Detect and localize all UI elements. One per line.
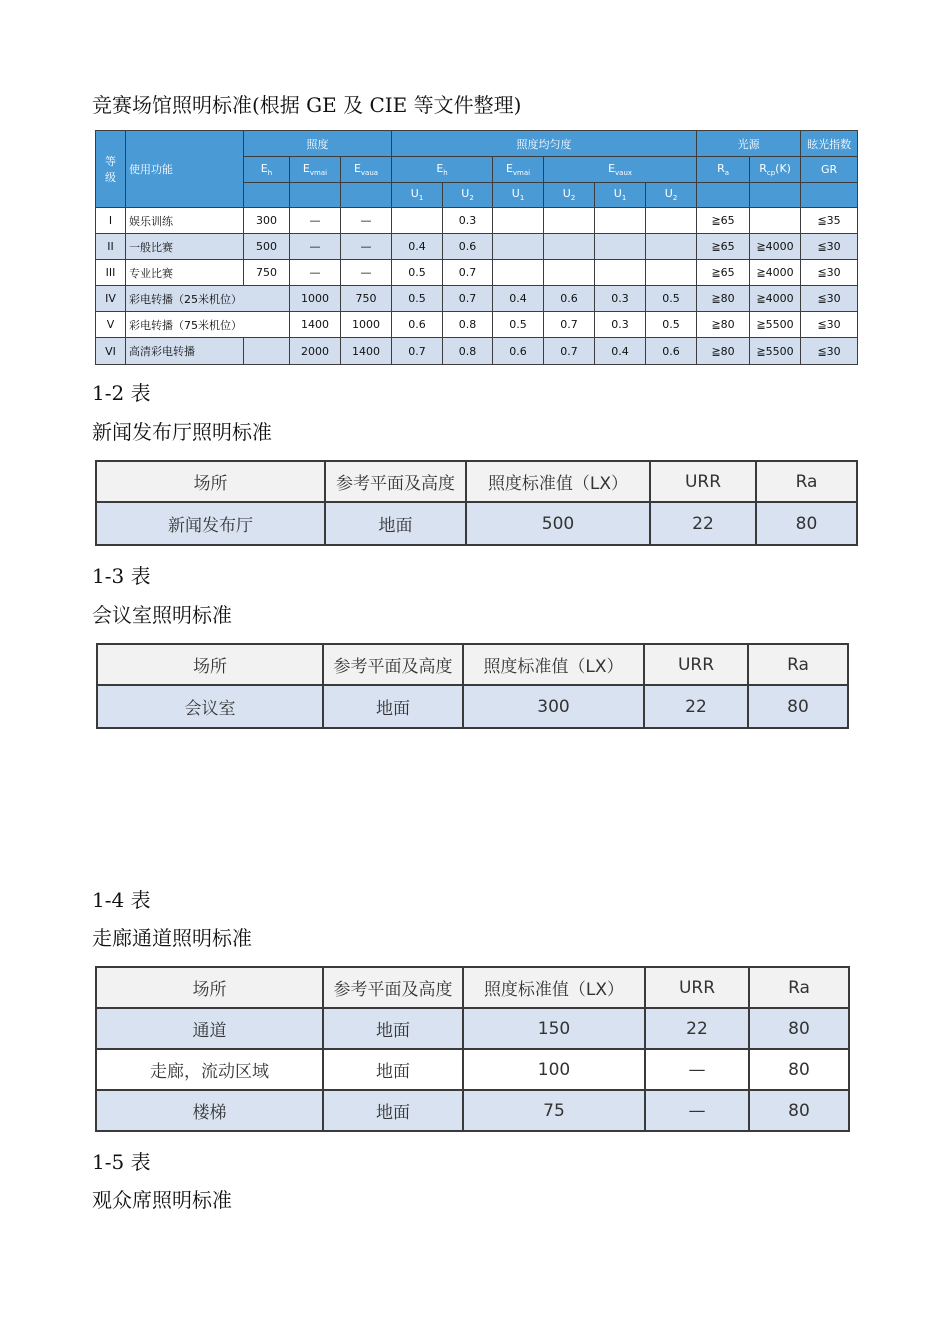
lux-cell: 75	[463, 1090, 645, 1131]
table-row	[96, 260, 858, 286]
value-cell: 500	[244, 234, 290, 260]
blank-header	[341, 183, 392, 208]
value-cell: ≦30	[801, 234, 858, 260]
table-header-row	[96, 967, 849, 1008]
caption-1-3: 1-3 表	[92, 564, 151, 588]
table-row	[96, 1049, 849, 1090]
function-cell: 彩电转播（25米机位）	[126, 286, 290, 312]
table-header-row	[96, 461, 857, 502]
value-cell	[595, 208, 646, 234]
header-evaua: $E_{vaua}$	[341, 157, 392, 183]
function-cell: 娱乐训练	[126, 208, 244, 234]
header-uniform-eh: $E_h$	[392, 157, 493, 183]
meeting-room-table	[96, 643, 849, 729]
value-cell: 0.5	[646, 286, 697, 312]
value-cell: ≧5500	[750, 312, 801, 338]
plane-cell: 地面	[325, 502, 466, 545]
header-ra: Ra	[748, 644, 848, 685]
function-cell: 一般比赛	[126, 234, 244, 260]
heading-audience-seating: 观众席照明标准	[92, 1188, 232, 1212]
corridor-table	[95, 966, 850, 1132]
header-reference-plane: 参考平面及高度	[325, 461, 466, 502]
urr-cell: —	[645, 1090, 749, 1131]
table-row	[97, 685, 848, 728]
value-cell: 0.5	[392, 260, 443, 286]
ra-cell: 80	[749, 1090, 849, 1131]
value-cell: ≦30	[801, 312, 858, 338]
blank-header	[244, 183, 290, 208]
ra-cell: 80	[756, 502, 857, 545]
header-evmai: $E_{vmai}$	[290, 157, 341, 183]
table-header-row	[97, 644, 848, 685]
header-u1: $U_1$	[392, 183, 443, 208]
value-cell	[493, 208, 544, 234]
table-row	[96, 312, 858, 338]
blank-header	[697, 183, 750, 208]
caption-1-5: 1-5 表	[92, 1150, 151, 1174]
value-cell: —	[290, 234, 341, 260]
plane-cell: 地面	[323, 1008, 463, 1049]
header-ra: $R_a$	[697, 157, 750, 183]
value-cell	[750, 208, 801, 234]
function-cell: 专业比赛	[126, 260, 244, 286]
value-cell: ≧4000	[750, 234, 801, 260]
value-cell: ≧65	[697, 260, 750, 286]
value-cell: ≦35	[801, 208, 858, 234]
value-cell	[595, 260, 646, 286]
header-illuminance-value: 照度标准值（LX）	[463, 967, 645, 1008]
header-gr: GR	[801, 157, 858, 183]
table-row	[96, 502, 857, 545]
blank-header	[290, 183, 341, 208]
heading-corridor: 走廊通道照明标准	[92, 926, 252, 950]
table-row	[96, 286, 858, 312]
heading-press-room: 新闻发布厅照明标准	[92, 420, 272, 444]
lux-cell: 300	[463, 685, 644, 728]
value-cell: 0.5	[646, 312, 697, 338]
header-urr: URR	[645, 967, 749, 1008]
value-cell: 1000	[341, 312, 392, 338]
press-room-table	[95, 460, 858, 546]
value-cell: ≧65	[697, 234, 750, 260]
value-cell: 0.6	[646, 338, 697, 365]
header-ra: Ra	[756, 461, 857, 502]
heading-meeting-room: 会议室照明标准	[92, 603, 232, 627]
place-cell: 会议室	[97, 685, 323, 728]
value-cell: ≧65	[697, 208, 750, 234]
header-reference-plane: 参考平面及高度	[323, 967, 463, 1008]
value-cell: ≧4000	[750, 286, 801, 312]
blank-header	[750, 183, 801, 208]
table-row	[96, 338, 858, 365]
value-cell: ≧80	[697, 312, 750, 338]
value-cell: 750	[341, 286, 392, 312]
value-cell: 1400	[341, 338, 392, 365]
value-cell: 0.7	[443, 260, 493, 286]
header-urr: URR	[644, 644, 748, 685]
header-u2: $U_2$	[646, 183, 697, 208]
value-cell: 1000	[290, 286, 341, 312]
ra-cell: 80	[749, 1008, 849, 1049]
urr-cell: 22	[645, 1008, 749, 1049]
heading-stadium-lighting: 竞赛场馆照明标准(根据 GE 及 CIE 等文件整理)	[92, 93, 522, 117]
function-cell: 高清彩电转播	[126, 338, 244, 365]
value-cell: ≧80	[697, 338, 750, 365]
value-cell: ≧80	[697, 286, 750, 312]
header-eh: $E_h$	[244, 157, 290, 183]
value-cell: 0.7	[443, 286, 493, 312]
grade-cell: IV	[96, 286, 126, 312]
value-cell: —	[341, 260, 392, 286]
header-urr: URR	[650, 461, 756, 502]
header-uniform-evmai: $E_{vmai}$	[493, 157, 544, 183]
header-ra: Ra	[749, 967, 849, 1008]
place-cell: 通道	[96, 1008, 323, 1049]
value-cell	[595, 234, 646, 260]
plane-cell: 地面	[323, 685, 463, 728]
value-cell: 0.6	[443, 234, 493, 260]
grade-cell: V	[96, 312, 126, 338]
value-cell: 0.3	[443, 208, 493, 234]
header-illuminance-value: 照度标准值（LX）	[463, 644, 644, 685]
header-u2: $U_2$	[443, 183, 493, 208]
value-cell: 0.8	[443, 338, 493, 365]
value-cell: 0.7	[392, 338, 443, 365]
blank-header	[801, 183, 858, 208]
value-cell: 0.7	[544, 338, 595, 365]
function-cell: 彩电转播（75米机位）	[126, 312, 290, 338]
header-illuminance-value: 照度标准值（LX）	[466, 461, 650, 502]
value-cell	[646, 260, 697, 286]
header-place: 场所	[96, 461, 325, 502]
value-cell: 0.4	[493, 286, 544, 312]
caption-1-4: 1-4 表	[92, 888, 151, 912]
value-cell: 1400	[290, 312, 341, 338]
header-u1: $U_1$	[493, 183, 544, 208]
header-place: 场所	[96, 967, 323, 1008]
urr-cell: 22	[650, 502, 756, 545]
lux-cell: 100	[463, 1049, 645, 1090]
plane-cell: 地面	[323, 1049, 463, 1090]
value-cell	[544, 208, 595, 234]
value-cell: —	[341, 208, 392, 234]
value-cell: 0.3	[595, 286, 646, 312]
value-cell: ≧4000	[750, 260, 801, 286]
urr-cell: —	[645, 1049, 749, 1090]
table-row	[96, 234, 858, 260]
value-cell: ≦30	[801, 260, 858, 286]
value-cell	[493, 260, 544, 286]
value-cell: 0.4	[595, 338, 646, 365]
table-row	[96, 1008, 849, 1049]
value-cell: —	[341, 234, 392, 260]
header-uniform-evaux: $E_{vaux}$	[544, 157, 697, 183]
value-cell	[646, 234, 697, 260]
grade-cell: II	[96, 234, 126, 260]
urr-cell: 22	[644, 685, 748, 728]
lux-cell: 500	[466, 502, 650, 545]
ra-cell: 80	[749, 1049, 849, 1090]
header-reference-plane: 参考平面及高度	[323, 644, 463, 685]
value-cell: 0.5	[392, 286, 443, 312]
value-cell: 2000	[290, 338, 341, 365]
value-cell	[646, 208, 697, 234]
value-cell: ≦30	[801, 286, 858, 312]
header-light-source: 光源	[697, 131, 801, 157]
value-cell	[493, 234, 544, 260]
lux-cell: 150	[463, 1008, 645, 1049]
table-row	[96, 208, 858, 234]
grade-cell: VI	[96, 338, 126, 365]
stadium-lighting-table	[95, 130, 858, 365]
value-cell: —	[290, 260, 341, 286]
value-cell: 0.3	[595, 312, 646, 338]
place-cell: 走廊，流动区域	[96, 1049, 323, 1090]
header-u2: $U_2$	[544, 183, 595, 208]
value-cell: —	[290, 208, 341, 234]
value-cell: 0.7	[544, 312, 595, 338]
caption-1-2: 1-2 表	[92, 381, 151, 405]
place-cell: 新闻发布厅	[96, 502, 325, 545]
value-cell: ≧5500	[750, 338, 801, 365]
value-cell: 0.6	[544, 286, 595, 312]
value-cell	[244, 338, 290, 365]
value-cell	[392, 208, 443, 234]
grade-cell: III	[96, 260, 126, 286]
header-function: 使用功能	[126, 131, 244, 208]
value-cell: 0.6	[392, 312, 443, 338]
value-cell: 300	[244, 208, 290, 234]
plane-cell: 地面	[323, 1090, 463, 1131]
header-place: 场所	[97, 644, 323, 685]
header-u1: $U_1$	[595, 183, 646, 208]
header-illuminance: 照度	[244, 131, 392, 157]
grade-cell: I	[96, 208, 126, 234]
place-cell: 楼梯	[96, 1090, 323, 1131]
table-row	[96, 1090, 849, 1131]
value-cell: ≦30	[801, 338, 858, 365]
value-cell: 0.6	[493, 338, 544, 365]
value-cell: 0.4	[392, 234, 443, 260]
header-grade: 等级	[96, 131, 126, 208]
value-cell	[544, 260, 595, 286]
header-rcp: $R_{cp}(K)$	[750, 157, 801, 183]
value-cell: 0.5	[493, 312, 544, 338]
value-cell: 0.8	[443, 312, 493, 338]
value-cell	[544, 234, 595, 260]
header-uniformity: 照度均匀度	[392, 131, 697, 157]
value-cell: 750	[244, 260, 290, 286]
ra-cell: 80	[748, 685, 848, 728]
header-glare: 眩光指数	[801, 131, 858, 157]
